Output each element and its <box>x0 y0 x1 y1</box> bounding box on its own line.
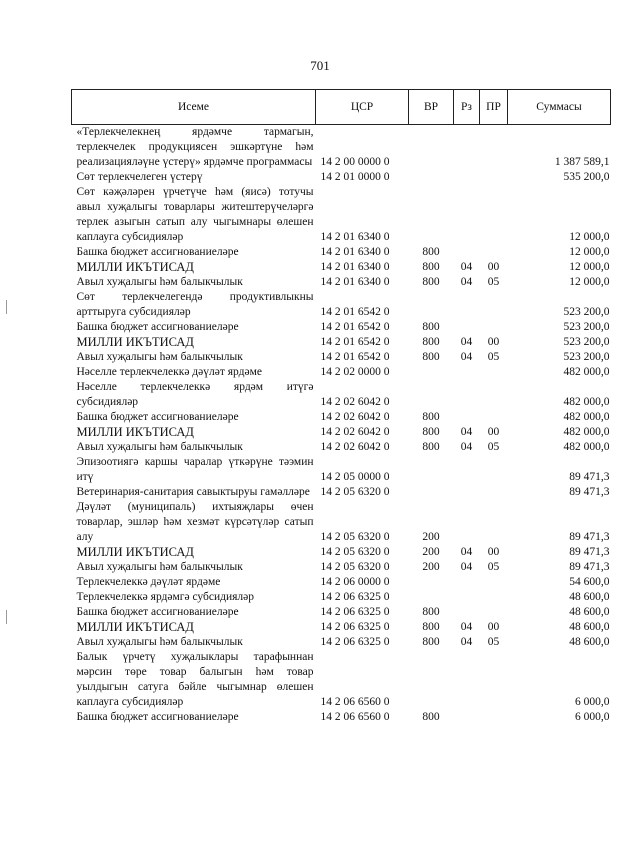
row-name: МИЛЛИ ИКЪТИСАД <box>76 335 194 349</box>
row-sum: 482 000,0 <box>563 426 610 438</box>
row-vr <box>409 650 454 710</box>
row-csr: 14 2 02 0000 0 <box>320 366 390 378</box>
row-rz <box>454 455 480 485</box>
row-vr <box>409 365 454 380</box>
row-vr <box>409 125 454 171</box>
row-csr: 14 2 05 6320 0 <box>320 531 390 543</box>
table-row <box>72 170 611 185</box>
row-vr: 200 <box>422 531 440 543</box>
row-name: Авыл хуҗалыгы һәм балыкчылык <box>76 561 243 573</box>
row-csr: 14 2 05 6320 0 <box>320 561 390 573</box>
row-name: Нәселле терлекчелеккә ярдәм итүгә субсидияләр <box>76 381 314 408</box>
table-row <box>72 560 611 575</box>
row-sum: 89 471,3 <box>569 561 610 573</box>
table-row <box>72 350 611 365</box>
row-name: Башка бюджет ассигнованиеләре <box>76 321 239 333</box>
row-vr: 800 <box>422 351 440 363</box>
row-rz <box>454 380 480 410</box>
row-csr: 14 2 02 6042 0 <box>320 411 390 423</box>
row-csr: 14 2 06 6560 0 <box>320 696 390 708</box>
header-vr: ВР <box>409 90 454 125</box>
row-csr: 14 2 06 0000 0 <box>320 576 390 588</box>
row-pr <box>480 650 508 710</box>
row-sum: 482 000,0 <box>563 411 610 423</box>
row-rz: 04 <box>460 546 473 558</box>
row-vr: 200 <box>422 546 440 558</box>
row-pr <box>480 380 508 410</box>
row-pr <box>480 365 508 380</box>
table-row <box>72 635 611 650</box>
table-row <box>72 125 611 171</box>
row-name: Нәселле терлекчелеккә дәүләт ярдәме <box>76 366 262 378</box>
row-name: МИЛЛИ ИКЪТИСАД <box>76 425 194 439</box>
row-rz: 04 <box>460 441 473 453</box>
table-row <box>72 245 611 260</box>
row-csr: 14 2 00 0000 0 <box>320 156 390 168</box>
row-rz <box>454 710 480 725</box>
row-rz <box>454 365 480 380</box>
row-vr: 800 <box>422 336 440 348</box>
row-rz: 04 <box>460 426 473 438</box>
row-name: Авыл хуҗалыгы һәм балыкчылык <box>76 636 243 648</box>
row-sum: 482 000,0 <box>563 396 610 408</box>
row-csr: 14 2 01 6542 0 <box>320 336 390 348</box>
row-name: Эпизоотиягә каршы чаралар үткәрүне тәэмин итү <box>76 456 314 483</box>
row-vr: 200 <box>422 561 440 573</box>
row-pr <box>480 185 508 245</box>
row-rz: 04 <box>460 636 473 648</box>
row-pr: 00 <box>487 336 500 348</box>
row-pr <box>480 320 508 335</box>
row-sum: 482 000,0 <box>563 441 610 453</box>
row-rz: 04 <box>460 276 473 288</box>
row-sum: 523 200,0 <box>563 306 610 318</box>
row-sum: 1 387 589,1 <box>554 156 610 168</box>
row-name: Сөт терлекчелегендә продуктивлыкны арттыруга субсидияләр <box>76 291 314 318</box>
row-csr: 14 2 06 6325 0 <box>320 606 390 618</box>
row-vr: 800 <box>422 441 440 453</box>
row-rz: 04 <box>460 561 473 573</box>
row-vr: 800 <box>422 276 440 288</box>
row-rz <box>454 485 480 500</box>
table-row <box>72 320 611 335</box>
row-rz <box>454 500 480 545</box>
row-name: Сөт кәҗәләрен үрчетүче һәм (яисә) тотучы авыл хуҗалыгы товарлары житештерүчеләргә терлек азыгын сатып алу чыгымнары өлешен каплауга субсидияләр <box>76 186 314 243</box>
row-vr: 800 <box>422 321 440 333</box>
page-number: 701 <box>310 58 330 73</box>
row-pr <box>480 290 508 320</box>
row-pr <box>480 410 508 425</box>
row-vr <box>409 590 454 605</box>
row-sum: 48 600,0 <box>569 621 610 633</box>
row-rz: 04 <box>460 621 473 633</box>
table-row <box>72 365 611 380</box>
margin-mark <box>6 610 7 624</box>
row-vr <box>409 185 454 245</box>
row-name: Дәүләт (муниципаль) ихтыяҗлары өчен товарлар, эшләр һәм хезмәт күрсәтүләр сатып алу <box>76 501 314 543</box>
row-name: Авыл хуҗалыгы һәм балыкчылык <box>76 351 243 363</box>
row-rz <box>454 650 480 710</box>
row-pr: 05 <box>487 561 500 573</box>
table-row <box>72 710 611 725</box>
row-sum: 54 600,0 <box>569 576 610 588</box>
row-vr <box>409 575 454 590</box>
row-vr: 800 <box>422 261 440 273</box>
row-sum: 523 200,0 <box>563 336 610 348</box>
row-rz <box>454 575 480 590</box>
row-csr: 14 2 01 6340 0 <box>320 231 390 243</box>
row-rz: 04 <box>460 351 473 363</box>
table-row <box>72 485 611 500</box>
margin-mark <box>6 300 7 314</box>
row-csr: 14 2 02 6042 0 <box>320 396 390 408</box>
table-row <box>72 620 611 635</box>
row-pr <box>480 710 508 725</box>
row-csr: 14 2 01 6340 0 <box>320 246 390 258</box>
row-rz <box>454 245 480 260</box>
row-sum: 48 600,0 <box>569 636 610 648</box>
row-name: Башка бюджет ассигнованиеләре <box>76 711 239 723</box>
row-pr: 05 <box>487 276 500 288</box>
row-csr: 14 2 01 6542 0 <box>320 306 390 318</box>
row-pr: 00 <box>487 261 500 273</box>
row-csr: 14 2 01 0000 0 <box>320 171 390 183</box>
row-name: Башка бюджет ассигнованиеләре <box>76 246 239 258</box>
row-sum: 523 200,0 <box>563 351 610 363</box>
table-row <box>72 455 611 485</box>
header-pr: ПР <box>480 90 508 125</box>
row-name: Терлекчелеккә дәүләт ярдәме <box>76 576 221 588</box>
table-row <box>72 500 611 545</box>
table-row <box>72 290 611 320</box>
header-sum: Суммасы <box>508 90 611 125</box>
header-csr: ЦСР <box>316 90 409 125</box>
row-rz <box>454 185 480 245</box>
row-csr: 14 2 01 6340 0 <box>320 276 390 288</box>
row-vr: 800 <box>422 711 440 723</box>
table-row <box>72 425 611 440</box>
row-csr: 14 2 01 6542 0 <box>320 321 390 333</box>
row-rz <box>454 320 480 335</box>
row-pr <box>480 170 508 185</box>
row-vr: 800 <box>422 636 440 648</box>
row-sum: 89 471,3 <box>569 546 610 558</box>
row-vr <box>409 170 454 185</box>
row-rz <box>454 410 480 425</box>
table-row <box>72 440 611 455</box>
row-pr <box>480 455 508 485</box>
table-row <box>72 590 611 605</box>
row-vr <box>409 455 454 485</box>
row-csr: 14 2 06 6325 0 <box>320 591 390 603</box>
table-row <box>72 260 611 275</box>
row-name: Ветеринария-санитария савыктыруы гамәлләре <box>76 486 310 498</box>
row-name: МИЛЛИ ИКЪТИСАД <box>76 620 194 634</box>
row-pr: 00 <box>487 426 500 438</box>
row-csr: 14 2 05 0000 0 <box>320 471 390 483</box>
row-sum: 12 000,0 <box>569 261 610 273</box>
row-csr: 14 2 05 6320 0 <box>320 486 390 498</box>
row-name: МИЛЛИ ИКЪТИСАД <box>76 260 194 274</box>
row-pr <box>480 485 508 500</box>
row-csr: 14 2 06 6325 0 <box>320 621 390 633</box>
row-csr: 14 2 02 6042 0 <box>320 441 390 453</box>
row-sum: 89 471,3 <box>569 531 610 543</box>
table-row <box>72 275 611 290</box>
row-pr: 00 <box>487 621 500 633</box>
row-rz <box>454 125 480 171</box>
row-pr <box>480 125 508 171</box>
table-row <box>72 335 611 350</box>
row-csr: 14 2 06 6560 0 <box>320 711 390 723</box>
row-name: «Терлекчелекнең ярдәмче тармагын, терлекчелек продукциясен эшкәртүне һәм реализацияләүне үстерү» ярдәмче программасы <box>76 126 314 168</box>
row-sum: 535 200,0 <box>563 171 610 183</box>
row-csr: 14 2 02 6042 0 <box>320 426 390 438</box>
row-pr: 05 <box>487 441 500 453</box>
row-name: Терлекчелеккә ярдәмгә субсидияләр <box>76 591 255 603</box>
table-row <box>72 650 611 710</box>
row-rz: 04 <box>460 336 473 348</box>
table-row <box>72 605 611 620</box>
row-pr <box>480 500 508 545</box>
row-pr: 05 <box>487 636 500 648</box>
row-rz <box>454 590 480 605</box>
header-name: Исеме <box>72 90 316 125</box>
row-csr: 14 2 06 6325 0 <box>320 636 390 648</box>
row-sum: 48 600,0 <box>569 591 610 603</box>
table-row <box>72 575 611 590</box>
row-vr: 800 <box>422 246 440 258</box>
row-vr: 800 <box>422 426 440 438</box>
header-rz: Рз <box>454 90 480 125</box>
row-sum: 12 000,0 <box>569 231 610 243</box>
row-sum: 523 200,0 <box>563 321 610 333</box>
row-sum: 12 000,0 <box>569 246 610 258</box>
row-pr <box>480 605 508 620</box>
row-pr: 05 <box>487 351 500 363</box>
row-csr: 14 2 05 6320 0 <box>320 546 390 558</box>
row-name: Авыл хуҗалыгы һәм балыкчылык <box>76 276 243 288</box>
table-row <box>72 410 611 425</box>
row-sum: 48 600,0 <box>569 606 610 618</box>
row-rz: 04 <box>460 261 473 273</box>
row-vr <box>409 380 454 410</box>
row-sum: 6 000,0 <box>575 696 610 708</box>
row-pr <box>480 245 508 260</box>
row-rz <box>454 170 480 185</box>
row-vr: 800 <box>422 621 440 633</box>
row-sum: 89 471,3 <box>569 486 610 498</box>
row-vr <box>409 485 454 500</box>
row-sum: 6 000,0 <box>575 711 610 723</box>
row-csr: 14 2 01 6542 0 <box>320 351 390 363</box>
row-name: Башка бюджет ассигнованиеләре <box>76 606 239 618</box>
table-header-row <box>72 90 611 125</box>
row-name: Балык үрчетү хуҗалыклары тарафыннан мәрсин төре товар балыгын һәм товар уылдыгын сатуга бәйле чыгымнар өлешен каплауга субсидияләр <box>76 651 314 708</box>
row-sum: 89 471,3 <box>569 471 610 483</box>
table-row <box>72 545 611 560</box>
table-body <box>72 125 611 726</box>
row-name: Сөт терлекчелеген үстерү <box>76 171 203 183</box>
row-pr <box>480 590 508 605</box>
row-name: МИЛЛИ ИКЪТИСАД <box>76 545 194 559</box>
row-rz <box>454 290 480 320</box>
row-name: Авыл хуҗалыгы һәм балыкчылык <box>76 441 243 453</box>
row-vr: 800 <box>422 606 440 618</box>
row-sum: 12 000,0 <box>569 276 610 288</box>
row-pr <box>480 575 508 590</box>
table-row <box>72 380 611 410</box>
row-vr <box>409 290 454 320</box>
row-sum: 482 000,0 <box>563 366 610 378</box>
row-pr: 00 <box>487 546 500 558</box>
budget-table <box>71 89 611 725</box>
row-csr: 14 2 01 6340 0 <box>320 261 390 273</box>
row-name: Башка бюджет ассигнованиеләре <box>76 411 239 423</box>
table-row <box>72 185 611 245</box>
row-rz <box>454 605 480 620</box>
row-vr: 800 <box>422 411 440 423</box>
